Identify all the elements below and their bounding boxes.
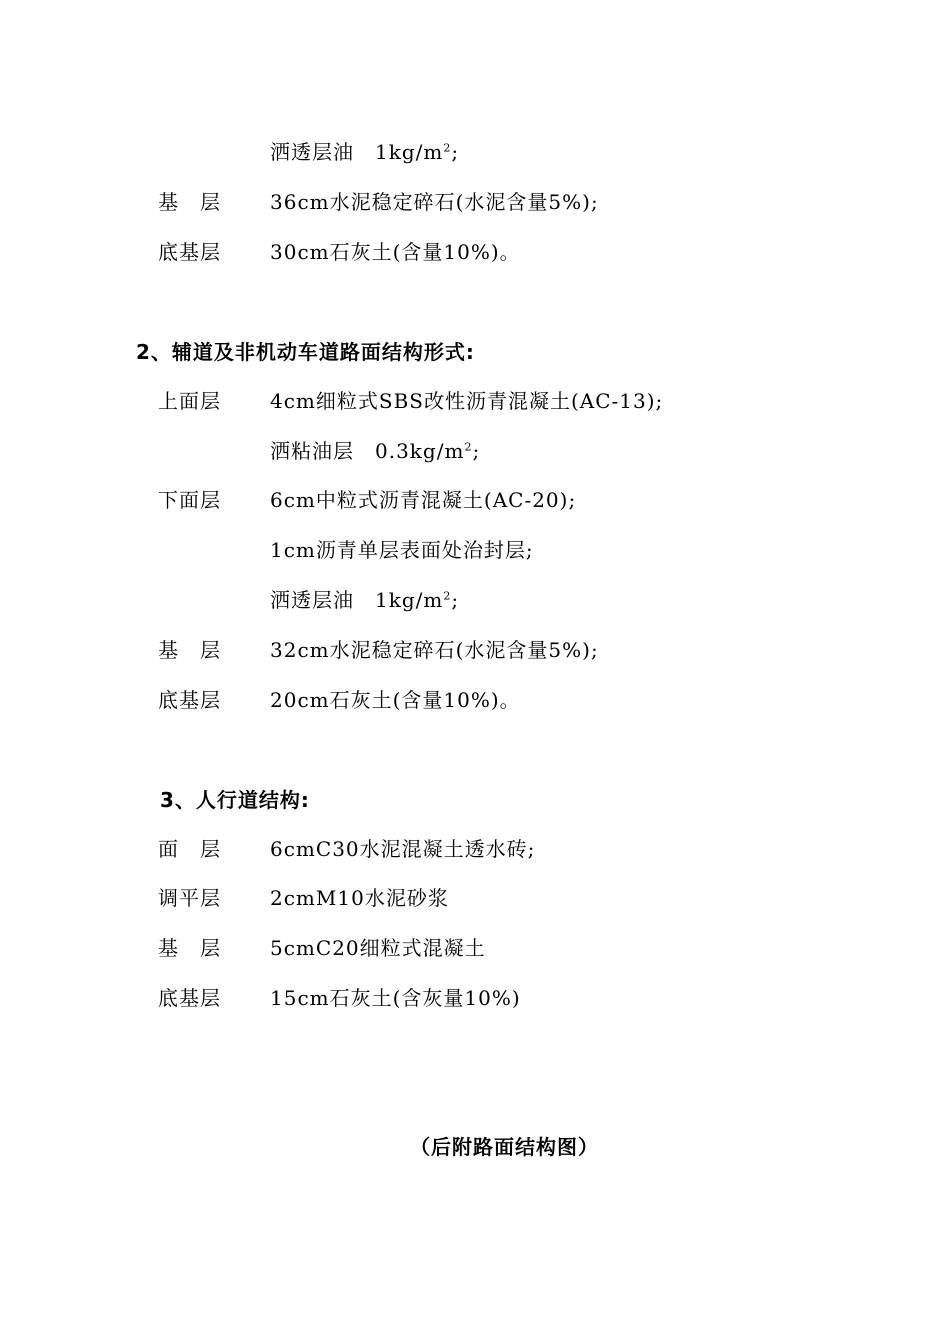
s2-row-6-label: 底基层: [158, 688, 221, 712]
s2-row-1-value: 洒粘油层 $0.3kg/m^2$;: [270, 439, 481, 463]
s1-row-2-label: 底基层: [158, 240, 221, 264]
s3-row-1-label: 调平层: [158, 886, 221, 910]
s1-row-2-value: 30cm石灰土(含量10%)。: [270, 240, 521, 264]
s3-row-1-value: 2cmM10水泥砂浆: [270, 886, 449, 910]
s3-row-0-value: 6cmC30水泥混凝土透水砖;: [270, 837, 536, 861]
appendix-note: （后附路面结构图）: [410, 1135, 599, 1159]
s2-row-6-value: 20cm石灰土(含量10%)。: [270, 688, 521, 712]
s3-row-2-value: 5cmC20细粒式混凝土: [270, 936, 486, 960]
s1-row-1-value: 36cm水泥稳定碎石(水泥含量5%);: [270, 190, 599, 214]
s1-row-0-value: 洒透层油 $1kg/m^2$;: [270, 140, 460, 164]
s1-row-1-label: 基 层: [158, 190, 221, 214]
s3-row-3-label: 底基层: [158, 986, 221, 1010]
s3-row-0-label: 面 层: [158, 837, 221, 861]
s2-row-0-value: 4cm细粒式SBS改性沥青混凝土(AC-13);: [270, 389, 664, 413]
s2-row-2-label: 下面层: [158, 488, 221, 512]
section-3-heading: 3、人行道结构:: [160, 788, 310, 812]
s2-row-2-value: 6cm中粒式沥青混凝土(AC-20);: [270, 488, 577, 512]
s2-row-4-value: 洒透层油 $1kg/m^2$;: [270, 588, 460, 612]
section-2-heading: 2、辅道及非机动车道路面结构形式:: [136, 340, 475, 364]
s2-row-0-label: 上面层: [158, 389, 221, 413]
s3-row-3-value: 15cm石灰土(含灰量10%): [270, 986, 521, 1010]
s2-row-5-label: 基 层: [158, 638, 221, 662]
s2-row-3-value: 1cm沥青单层表面处治封层;: [270, 538, 534, 562]
s2-row-5-value: 32cm水泥稳定碎石(水泥含量5%);: [270, 638, 599, 662]
s3-row-2-label: 基 层: [158, 936, 221, 960]
